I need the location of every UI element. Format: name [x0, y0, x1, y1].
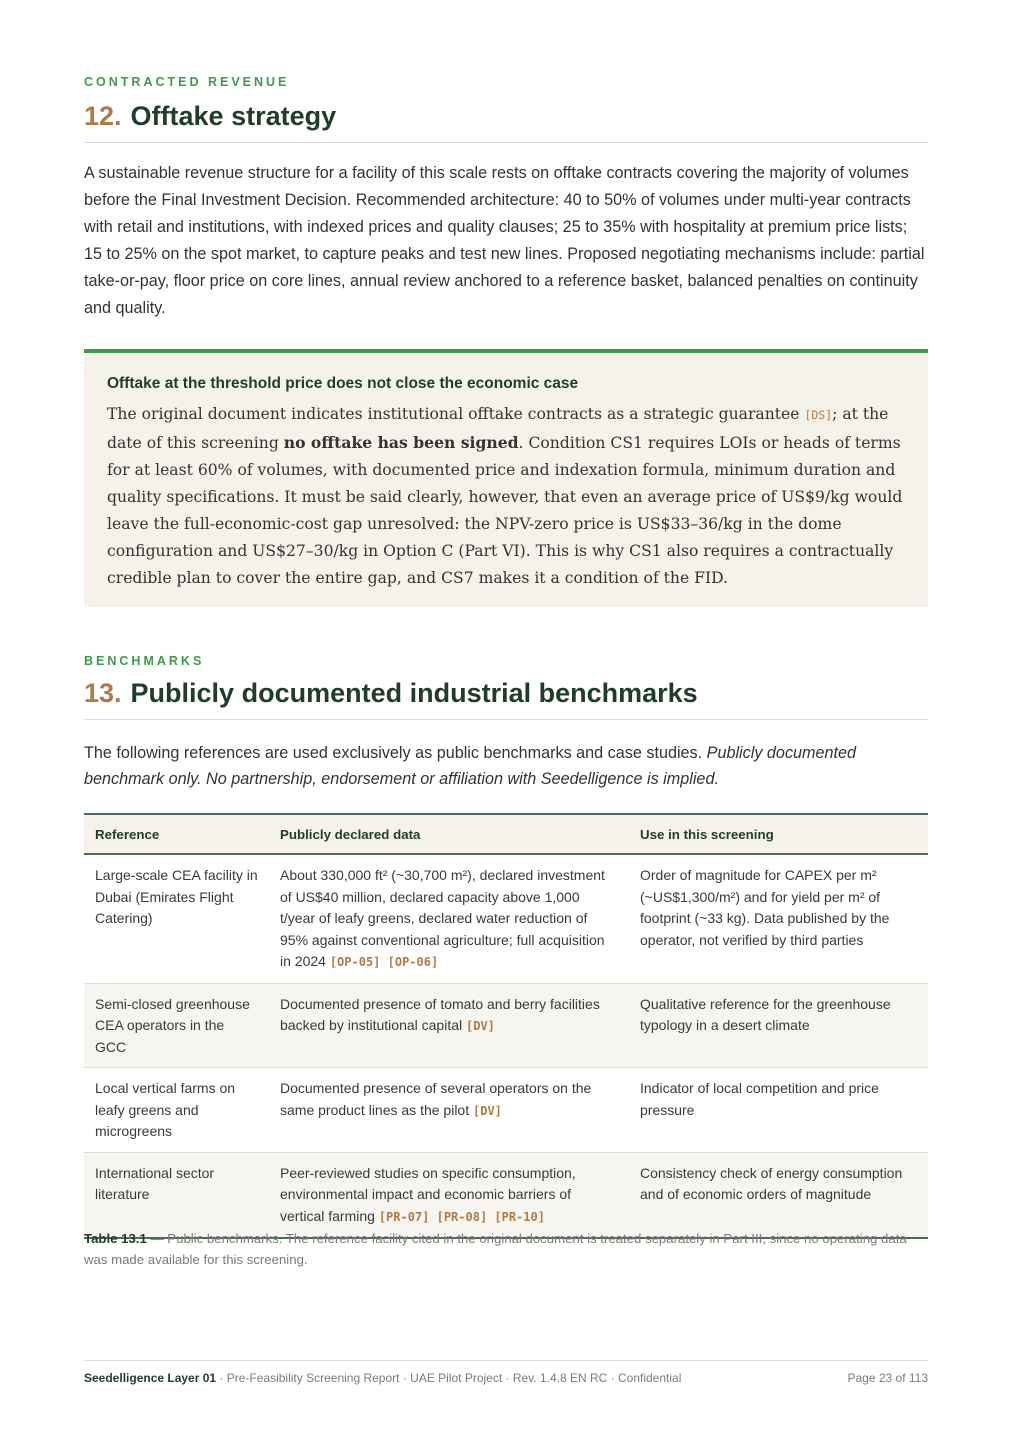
table-caption	[84, 1228, 928, 1270]
section-13-kicker: BENCHMARKS	[84, 654, 205, 668]
callout-bold: no offtake has been signed	[283, 433, 519, 452]
cell-data-text: Peer-reviewed studies on specific consumption, environmental impact and economic barriers of vertical farming	[280, 1164, 576, 1224]
table-header-row	[84, 814, 928, 854]
cell-data	[269, 1152, 629, 1238]
callout-text-part-2: ; at the date of this screening	[107, 405, 889, 452]
footer-info	[84, 1371, 681, 1385]
page-number: Page 23 of 113	[847, 1371, 928, 1385]
cell-reference: International sector literature	[84, 1152, 269, 1238]
section-13-title: Publicly documented industrial benchmarks	[130, 678, 698, 708]
table-row	[84, 1068, 928, 1153]
page-footer	[84, 1360, 928, 1385]
cell-refs: [DV]	[473, 1103, 502, 1118]
caption-text: — Public benchmarks. The reference facility cited in the original document is treated separately in Part III, since no operating data was made available for this screening.	[84, 1231, 907, 1267]
callout-text	[107, 401, 906, 592]
intro-disclaimer: Publicly documented benchmark only. No partnership, endorsement or affiliation with Seedelligence is implied.	[84, 744, 857, 788]
header-reference: Reference	[84, 814, 269, 854]
cell-data	[269, 983, 629, 1068]
cell-data	[269, 854, 629, 983]
intro-text: The following references are used exclusively as public benchmarks and case studies.	[84, 744, 707, 762]
callout-text-part-3: . Condition CS1 requires LOIs or heads of terms for at least 60% of volumes, with documented price and indexation formula, minimum duration and quality specifications. It must be said clearly, however, that even an average price of US$9/kg would leave the full-economic-cost gap unresolved: the NPV-zero price is US$33–36/kg in the dome configuration and US$27–30/kg in Option C (Part VI). This is why CS1 also requires a contractually credible plan to cover the entire gap, and CS7 makes it a condition of the FID.	[107, 434, 903, 587]
cell-data-text: About 330,000 ft² (~30,700 m²), declared investment of US$40 million, declared capacity above 1,000 t/year of leafy greens, declared water reduction of 95% against conventional agriculture; full acquisition in 2024	[280, 867, 605, 969]
offtake-callout	[84, 349, 928, 607]
callout-ref-ds: [DS]	[804, 408, 833, 422]
callout-text-part-1: The original document indicates institutional offtake contracts as a strategic guarantee	[107, 405, 805, 423]
caption-label: Table 13.1	[84, 1231, 147, 1246]
cell-reference: Semi-closed greenhouse CEA operators in the GCC	[84, 983, 269, 1068]
cell-refs: [OP-05] [OP-06]	[329, 955, 439, 969]
cell-data-text: Documented presence of tomato and berry facilities backed by institutional capital	[280, 995, 600, 1033]
section-13-heading	[84, 678, 928, 720]
table-row	[84, 854, 928, 983]
cell-reference: Large-scale CEA facility in Dubai (Emirates Flight Catering)	[84, 854, 269, 983]
section-12-kicker: CONTRACTED REVENUE	[84, 75, 290, 89]
benchmarks-table	[84, 813, 928, 1239]
section-12-title: Offtake strategy	[130, 101, 337, 131]
section-12-number: 12.	[84, 101, 122, 131]
cell-refs: [PR-07] [PR-08] [PR-10]	[378, 1209, 545, 1224]
callout-title: Offtake at the threshold price does not close the economic case	[107, 375, 579, 392]
cell-reference: Local vertical farms on leafy greens and microgreens	[84, 1068, 269, 1153]
section-13-number: 13.	[84, 678, 122, 708]
header-use: Use in this screening	[629, 814, 928, 854]
table-row	[84, 1152, 928, 1238]
cell-use: Indicator of local competition and price pressure	[629, 1068, 928, 1153]
cell-use: Consistency check of energy consumption and of economic orders of magnitude	[629, 1152, 928, 1238]
header-declared-data: Publicly declared data	[269, 814, 629, 854]
cell-use: Order of magnitude for CAPEX per m² (~US$1,300/m²) and for yield per m² of footprint (~33 kg). Data published by the operator, not verified by third parties	[629, 854, 928, 983]
section-12-heading	[84, 101, 928, 143]
section-13-intro	[84, 740, 928, 792]
cell-refs: [DV]	[466, 1019, 495, 1033]
footer-brand: Seedelligence Layer 01	[84, 1371, 217, 1385]
footer-details: · Pre-Feasibility Screening Report · UAE Pilot Project · Rev. 1.4.8 EN RC · Confidential	[216, 1371, 682, 1385]
cell-data	[269, 1068, 629, 1153]
table-row	[84, 983, 928, 1068]
cell-data-text: Documented presence of several operators on the same product lines as the pilot	[280, 1080, 592, 1118]
cell-use: Qualitative reference for the greenhouse typology in a desert climate	[629, 983, 928, 1068]
section-12-paragraph: A sustainable revenue structure for a facility of this scale rests on offtake contracts covering the majority of volumes before the Final Investment Decision. Recommended architecture: 40 to 50% of volumes under multi-year contracts with retail and institutions, with indexed prices and quality clauses; 25 to 35% with hospitality at premium price lists; 15 to 25% on the spot market, to capture peaks and test new lines. Proposed negotiating mechanisms include: partial take-or-pay, floor price on core lines, annual review anchored to a reference basket, balanced penalties on continuity and quality.	[84, 164, 925, 317]
